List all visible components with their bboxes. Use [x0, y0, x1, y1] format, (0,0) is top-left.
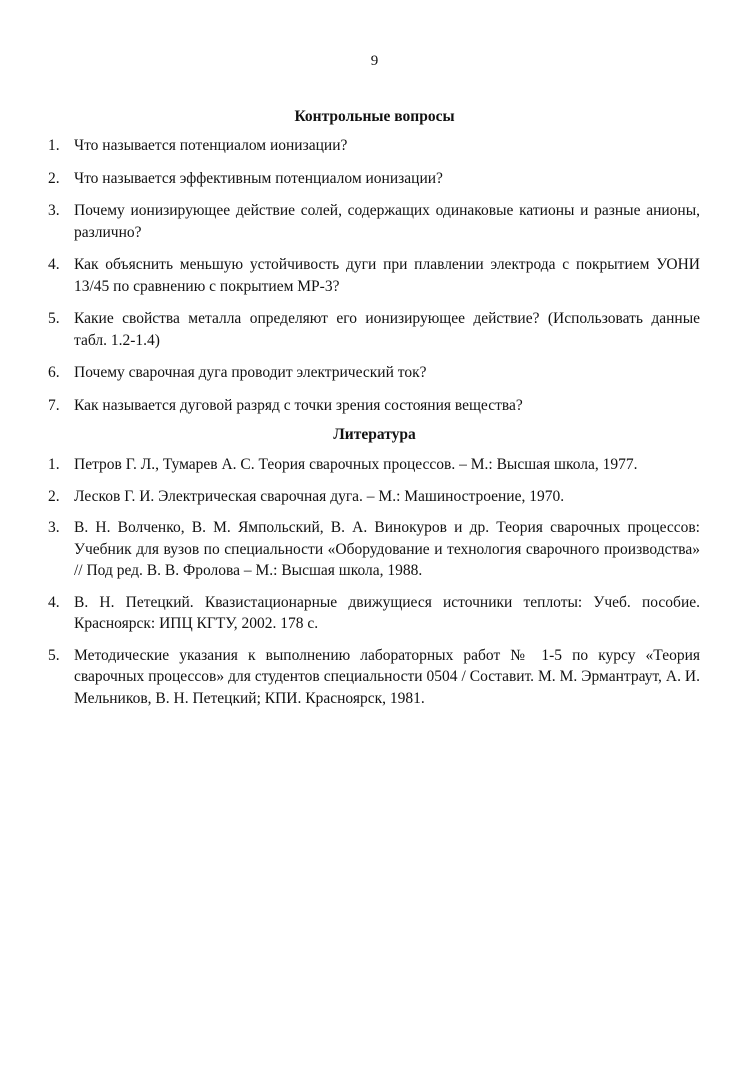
reference-item	[48, 486, 700, 508]
literature-title: Литература	[333, 426, 416, 443]
question-item	[48, 200, 700, 243]
question-number: 3.	[48, 202, 60, 219]
question-number: 1.	[48, 137, 60, 154]
question-number: 2.	[48, 169, 60, 187]
reference-text: В. Н. Петецкий. Квазистационарные движущиеся источники теплоты: Учеб. пособие. Красноярск: ИПЦ КГТУ, 2002. 178 с.	[74, 593, 700, 632]
reference-number: 2.	[48, 487, 60, 505]
question-item	[48, 254, 700, 297]
reference-item	[48, 517, 700, 582]
questions-title: Контрольные вопросы	[294, 108, 455, 125]
reference-item	[48, 592, 700, 635]
reference-item	[48, 454, 700, 476]
reference-number: 1.	[48, 456, 60, 473]
question-text: Почему сварочная дуга проводит электрический ток?	[74, 364, 427, 381]
literature-list	[48, 454, 700, 719]
page-number: 9	[370, 53, 379, 69]
reference-text: Петров Г. Л., Тумарев А. С. Теория сварочных процессов. – М.: Высшая школа, 1977.	[74, 456, 638, 473]
reference-text: В. Н. Волченко, В. М. Ямпольский, В. А. Винокуров и др. Теория сварочных процессов: Учебник для вузов по специальности «Оборудование и технология сварочного производства» // Под ред. В. В. Фролова – М.: Высшая школа, 1988.	[74, 519, 700, 579]
reference-text: Лесков Г. И. Электрическая сварочная дуга. – М.: Машиностроение, 1970.	[74, 487, 565, 505]
question-number: 4.	[48, 256, 60, 273]
question-number: 7.	[48, 396, 60, 414]
reference-text: Методические указания к выполнению лабораторных работ № 1-5 по курсу «Теория сварочных процессов» для студентов специальности 0504 / Составит. М. М. Эрмантраут, А. И. Мельников, В. Н. Петецкий; КПИ. Красноярск, 1981.	[74, 646, 700, 707]
question-text: Какие свойства металла определяют его ионизирующее действие? (Использовать данные табл. 1.2-1.4)	[74, 310, 700, 349]
question-text: Как называется дуговой разряд с точки зрения состояния вещества?	[74, 396, 523, 414]
question-text: Что называется потенциалом ионизации?	[74, 137, 348, 154]
question-item	[48, 135, 700, 157]
questions-list	[48, 135, 700, 427]
question-number: 6.	[48, 364, 60, 381]
question-text: Почему ионизирующее действие солей, содержащих одинаковые катионы и разные анионы, различно?	[74, 202, 700, 241]
reference-item	[48, 645, 700, 710]
question-text: Что называется эффективным потенциалом ионизации?	[74, 169, 443, 187]
reference-number: 4.	[48, 593, 60, 611]
question-number: 5.	[48, 310, 60, 327]
question-item	[48, 168, 700, 190]
question-item	[48, 395, 700, 417]
reference-number: 5.	[48, 646, 60, 664]
question-item	[48, 362, 700, 384]
reference-number: 3.	[48, 519, 60, 536]
question-item	[48, 308, 700, 351]
question-text: Как объяснить меньшую устойчивость дуги при плавлении электрода с покрытием УОНИ 13/45 по сравнению с покрытием МР-3?	[74, 256, 700, 295]
